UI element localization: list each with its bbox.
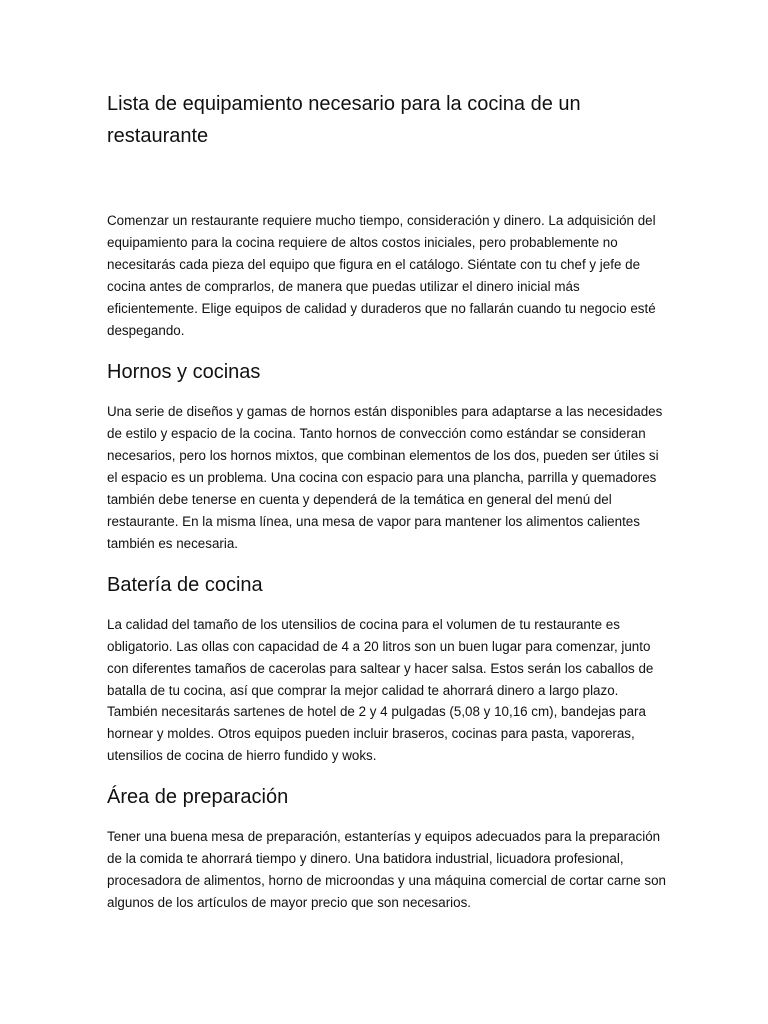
document-page xyxy=(107,88,667,930)
section-body-bateria: La calidad del tamaño de los utensilios de cocina para el volumen de tu restaurante es obligatorio. Las ollas con capacidad de 4 a 20 litros son un buen lugar para comenzar, junto con diferentes tamaños de cacerolas para saltear y hacer salsa. Estos serán los caballos de batalla de tu cocina, así que comprar la mejor calidad te ahorrará dinero a largo plazo. También necesitarás sartenes de hotel de 2 y 4 pulgadas (5,08 y 10,16 cm), bandejas para hornear y moldes. Otros equipos pueden incluir braseros, cocinas para pasta, vaporeras, utensilios de cocina de hierro fundido y woks. xyxy=(107,616,654,764)
intro-paragraph: Comenzar un restaurante requiere mucho tiempo, consideración y dinero. La adquisición del equipamiento para la cocina requiere de altos costos iniciales, pero probablemente no necesitarás cada pieza del equipo que figura en el catálogo. Siéntate con tu chef y jefe de cocina antes de comprarlos, de manera que puedas utilizar el dinero inicial más eficientemente. Elige equipos de calidad y duraderos que no fallarán cuando tu negocio esté despegando. xyxy=(107,213,656,338)
section-body-preparacion: Tener una buena mesa de preparación, estanterías y equipos adecuados para la preparación de la comida te ahorrará tiempo y dinero. Una batidora industrial, licuadora profesional, procesadora de alimentos, horno de microondas y una máquina comercial de cortar carne son algunos de los artículos de mayor precio que son necesarios. xyxy=(107,829,666,910)
section-body-hornos: Una serie de diseños y gamas de hornos están disponibles para adaptarse a las necesidades de estilo y espacio de la cocina. Tanto hornos de convección como estándar se consideran necesarios, pero los hornos mixtos, que combinan elementos de los dos, pueden ser útiles si el espacio es un problema. Una cocina con espacio para una plancha, parrilla y quemadores también debe tenerse en cuenta y dependerá de la temática en general del menú del restaurante. En la misma línea, una mesa de vapor para mantener los alimentos calientes también es necesaria. xyxy=(107,404,663,551)
section-heading-bateria: Batería de cocina xyxy=(107,573,263,596)
document-title: Lista de equipamiento necesario para la cocina de un restaurante xyxy=(107,93,581,147)
section-heading-preparacion: Área de preparación xyxy=(107,786,289,809)
section-heading-hornos: Hornos y cocinas xyxy=(107,361,261,384)
